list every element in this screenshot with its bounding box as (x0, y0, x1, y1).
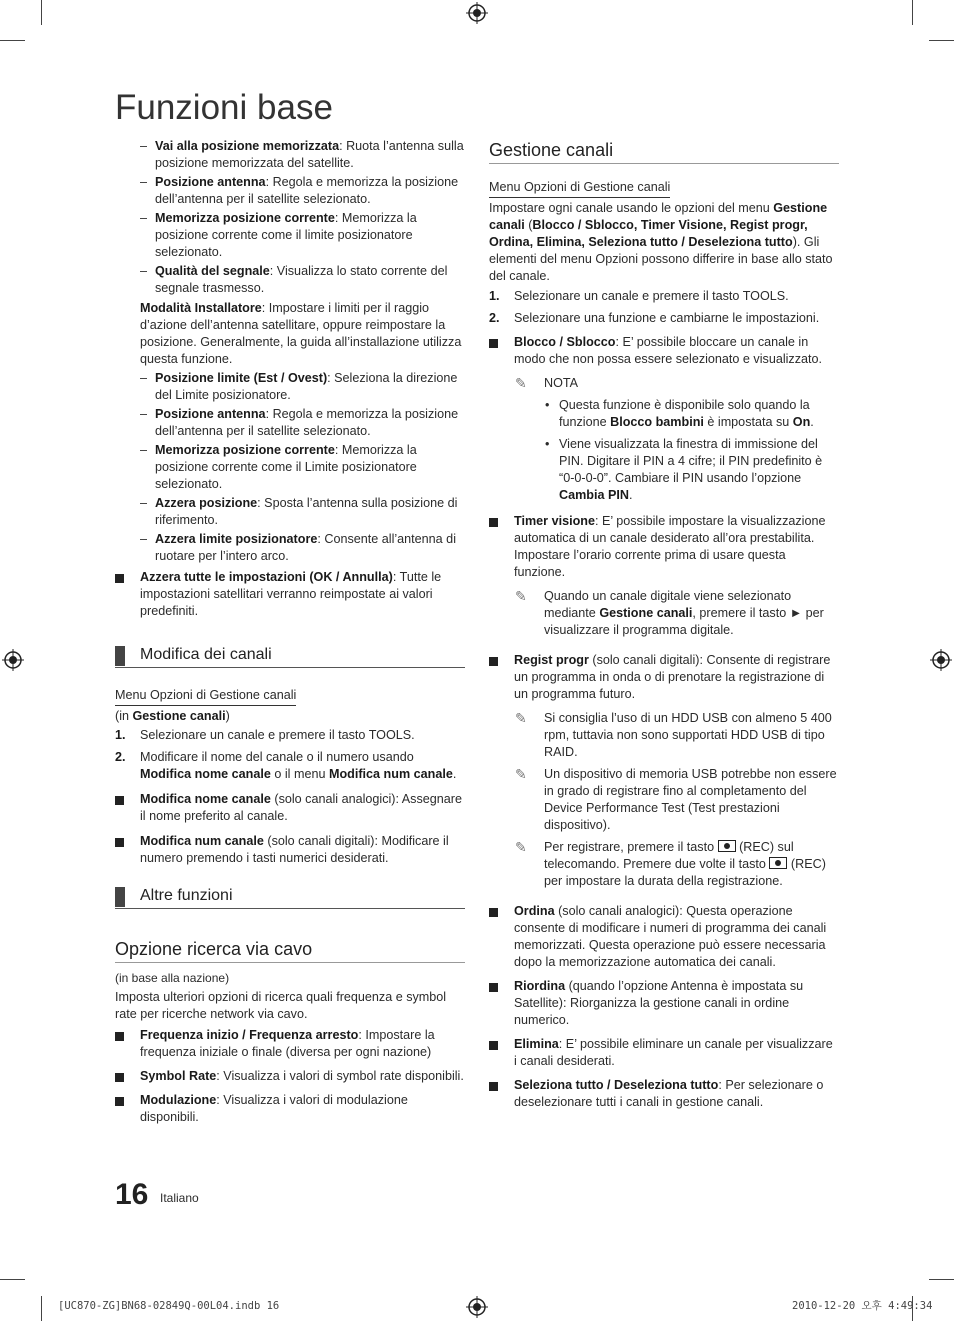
option-items (115, 1027, 465, 1126)
item-desc: : Memorizza la posizione corrente come il limite posizionatore selezionato. (155, 211, 417, 259)
item-desc: : Memorizza la posizione corrente come il Limite posizionatore selezionato. (155, 443, 417, 491)
square-bullet-icon (115, 574, 124, 583)
dash-item (115, 531, 465, 565)
note: ✎ Per registrare, premere il tasto (REC) sul telecomando. Premere due volte il tasto (REC) per impostare la durata della registrazione. (515, 839, 826, 888)
item-term: Elimina (514, 1037, 559, 1051)
registration-mark-icon (466, 1296, 488, 1318)
blocco-item: Blocco / Sblocco: E’ possibile bloccare un canale in modo che non possa essere selezionato e visualizzato. (489, 334, 839, 368)
square-item (115, 1068, 465, 1085)
item-desc: : Impostare la frequenza iniziale o finale (diversa per ogni nazione) (140, 1028, 435, 1059)
square-bullet-icon (489, 908, 498, 917)
left-column (115, 138, 465, 1133)
item-desc: (quando l’opzione Antenna è impostata su Satellite): Riorganizza la gestione canali in ordine numerico. (514, 979, 804, 1027)
item-term: Posizione limite (Est / Ovest) (155, 371, 328, 385)
dash-item (115, 406, 465, 440)
pencil-icon: ✎ (515, 710, 527, 726)
intro: Imposta ulteriori opzioni di ricerca quali frequenza e symbol rate per ricerche network via cavo. (115, 990, 447, 1021)
square-bullet-icon (115, 838, 124, 847)
dash-item (115, 263, 465, 297)
square-bullet-icon (115, 1032, 124, 1041)
section-heading: Opzione ricerca via cavo (115, 937, 465, 963)
section-heading: Modifica dei canali (115, 644, 465, 668)
square-item (115, 1027, 465, 1061)
crop-mark (41, 0, 42, 25)
timer-item: Timer visione: E’ possibile impostare la visualizzazione automatica di un canale desiderato all’ora prestabilita. Impostare l’orario corrente prima di usare questa funzione. (489, 513, 839, 581)
square-bullet-icon (115, 1073, 124, 1082)
rec-button-icon (769, 857, 787, 869)
pencil-icon: ✎ (515, 375, 527, 391)
item-desc: (solo canali analogici): Questa operazione consente di modificare i numeri di programma dei canali memorizzati. Questa operazione può essere necessaria dopo la memorizzazione automatica dei canali. (514, 904, 827, 969)
square-item (115, 833, 465, 867)
dash-bullet: – (140, 264, 148, 278)
dash-bullet: – (140, 371, 148, 385)
dash-list (115, 370, 465, 565)
crop-mark (929, 40, 954, 41)
crop-mark (929, 1279, 954, 1280)
step-2: 2. Modificare il nome del canale o il numero usando Modifica nome canale o il menu Modifica num canale. (115, 750, 457, 781)
modifica-items (115, 791, 465, 867)
menu-title-wrap (115, 687, 465, 706)
item-term: Posizione antenna (155, 407, 266, 421)
item-desc: (solo canali analogici): Assegnare il nome preferito al canale. (140, 792, 462, 823)
item-term: Memorizza posizione corrente (155, 443, 335, 457)
square-item (489, 1077, 839, 1111)
registration-mark-icon (466, 2, 488, 24)
dash-list (115, 138, 465, 297)
dash-item (115, 370, 465, 404)
dash-bullet: – (140, 139, 148, 153)
pencil-icon: ✎ (515, 766, 527, 782)
step-1: 1. Selezionare un canale e premere il tasto TOOLS. (115, 728, 415, 742)
note-bullet: • Questa funzione è disponibile solo quando la funzione Blocco bambini è impostata su On. (545, 398, 814, 429)
footer-file: [UC870-ZG]BN68-02849Q-00L04.indb 16 (58, 1300, 280, 1312)
item-term: Azzera limite posizionatore (155, 532, 318, 546)
item-term: Qualità del segnale (155, 264, 270, 278)
item-term: Seleziona tutto / Deseleziona tutto (514, 1078, 719, 1092)
square-item (489, 978, 839, 1029)
note: (in base alla nazione) (115, 971, 230, 985)
installer-mode: Modalità Installatore: Impostare i limiti per il raggio d’azione dell’antenna satellitare, oppure reimpostare la posizione. Generalmente, la guida all’installazione utilizza questa funzione. (140, 301, 462, 366)
right-column (489, 138, 839, 1118)
crop-mark (0, 1279, 25, 1280)
step-1: 1. Selezionare un canale e premere il tasto TOOLS. (489, 289, 789, 303)
square-item (115, 1092, 465, 1126)
section-heading: Gestione canali (489, 138, 839, 164)
item-term: Posizione antenna (155, 175, 266, 189)
note-label: ✎ NOTA (515, 375, 579, 391)
item-desc: : Seleziona la direzione del Limite posizionatore. (155, 371, 458, 402)
square-item (489, 1036, 839, 1070)
item-desc: : Regola e memorizza la posizione dell’antenna per il satellite selezionato. (155, 175, 459, 206)
item-term: Vai alla posizione memorizzata (155, 139, 340, 153)
menu-context: (in Gestione canali) (115, 709, 230, 723)
square-bullet-icon (489, 518, 498, 527)
item-term: Modifica num canale (140, 834, 264, 848)
item-term: Symbol Rate (140, 1069, 217, 1083)
crop-mark (41, 1296, 42, 1321)
crop-mark (912, 0, 913, 25)
dash-bullet: – (140, 407, 148, 421)
note: ✎ Quando un canale digitale viene selezionato mediante Gestione canali, premere il tasto ► per visualizzare il programma digitale. (515, 588, 824, 637)
menu-title: Menu Opzioni di Gestione canali (115, 687, 296, 706)
dash-bullet: – (140, 532, 148, 546)
square-bullet-icon (489, 339, 498, 348)
dash-item (115, 442, 465, 493)
dash-item (115, 138, 465, 172)
item-desc: : Visualizza lo stato corrente del segnale trasmesso. (155, 264, 448, 295)
item-desc: : E’ possibile eliminare un canale per visualizzare i canali desiderati. (514, 1037, 833, 1068)
footer-date: 2010-12-20 오후 4:49:34 (792, 1300, 933, 1312)
pencil-icon: ✎ (515, 839, 527, 855)
dash-bullet: – (140, 443, 148, 457)
manage-items (489, 903, 839, 1111)
dash-bullet: – (140, 211, 148, 225)
crop-mark (0, 40, 25, 41)
heading-bar-icon (115, 646, 125, 666)
item-term: Riordina (514, 979, 566, 993)
item-desc: (solo canali digitali): Modificare il numero premendo i tasti numerici desiderati. (140, 834, 449, 865)
note-bullet: • Viene visualizzata la finestra di immissione del PIN. Digitare il PIN a 4 cifre; il PIN predefinito è “0-0-0-0”. Cambiare il PIN usando l’opzione Cambia PIN. (545, 437, 823, 502)
square-bullet-icon (489, 1041, 498, 1050)
reset-all-item: Azzera tutte le impostazioni (OK / Annulla): Tutte le impostazioni satellitari verranno reimpostate ai valori predefiniti. (115, 569, 465, 620)
item-desc: : Ruota l’antenna sulla posizione memorizzata del satellite. (155, 139, 464, 170)
item-term: Modulazione (140, 1093, 217, 1107)
step-2: 2. Selezionare una funzione e cambiarne le impostazioni. (489, 311, 820, 325)
intro: Impostare ogni canale usando le opzioni del menu Gestione canali (Blocco / Sblocco, Timer Visione, Regist progr, Ordina, Elimina, Seleziona tutto / Deseleziona tutto). Gli elementi del menu Opzioni possono differire in base allo stato del canale. (489, 201, 833, 283)
page-title: Funzioni base (115, 88, 333, 127)
item-term: Modifica nome canale (140, 792, 271, 806)
dash-bullet: – (140, 496, 148, 510)
note: ✎ Un dispositivo di memoria USB potrebbe non essere in grado di registrare fino al completamento del Device Performance Test (Test prestazioni dispositivo). (515, 766, 837, 832)
pencil-icon: ✎ (515, 588, 527, 604)
menu-title: Menu Opzioni di Gestione canali (489, 179, 670, 198)
square-bullet-icon (489, 983, 498, 992)
item-desc: : Visualizza i valori di modulazione disponibili. (140, 1093, 408, 1124)
item-term: Frequenza inizio / Frequenza arresto (140, 1028, 359, 1042)
dash-item (115, 210, 465, 261)
registration-mark-icon (2, 649, 24, 671)
item-term: Ordina (514, 904, 555, 918)
square-item (489, 903, 839, 971)
page-number: 16 (115, 1178, 149, 1211)
item-desc: : Regola e memorizza la posizione dell’antenna per il satellite selezionato. (155, 407, 459, 438)
square-bullet-icon (115, 1097, 124, 1106)
item-desc: : Sposta l’antenna sulla posizione di riferimento. (155, 496, 458, 527)
note: ✎ Si consiglia l’uso di un HDD USB con almeno 5 400 rpm, tuttavia non sono supportati HDD USB di tipo RAID. (515, 710, 832, 759)
square-bullet-icon (489, 657, 498, 666)
dash-item (115, 174, 465, 208)
item-term: Azzera posizione (155, 496, 258, 510)
menu-title-wrap (489, 179, 839, 198)
rec-button-icon (718, 840, 736, 852)
square-item (115, 791, 465, 825)
dash-item (115, 495, 465, 529)
item-desc: : Visualizza i valori di symbol rate disponibili. (216, 1069, 464, 1083)
dash-bullet: – (140, 175, 148, 189)
item-desc: : Consente all’antenna di ruotare per l’intero arco. (155, 532, 456, 563)
section-heading: Altre funzioni (115, 885, 465, 909)
regist-item: Regist progr (solo canali digitali): Consente di registrare un programma in onda o di prenotare la registrazione di un programma futuro. (489, 652, 839, 703)
square-bullet-icon (489, 1082, 498, 1091)
page-language: Italiano (160, 1191, 199, 1205)
square-bullet-icon (115, 796, 124, 805)
heading-bar-icon (115, 887, 125, 907)
registration-mark-icon (930, 649, 952, 671)
item-term: Memorizza posizione corrente (155, 211, 335, 225)
item-desc: : Per selezionare o deselezionare tutti i canali in gestione canali. (514, 1078, 824, 1109)
